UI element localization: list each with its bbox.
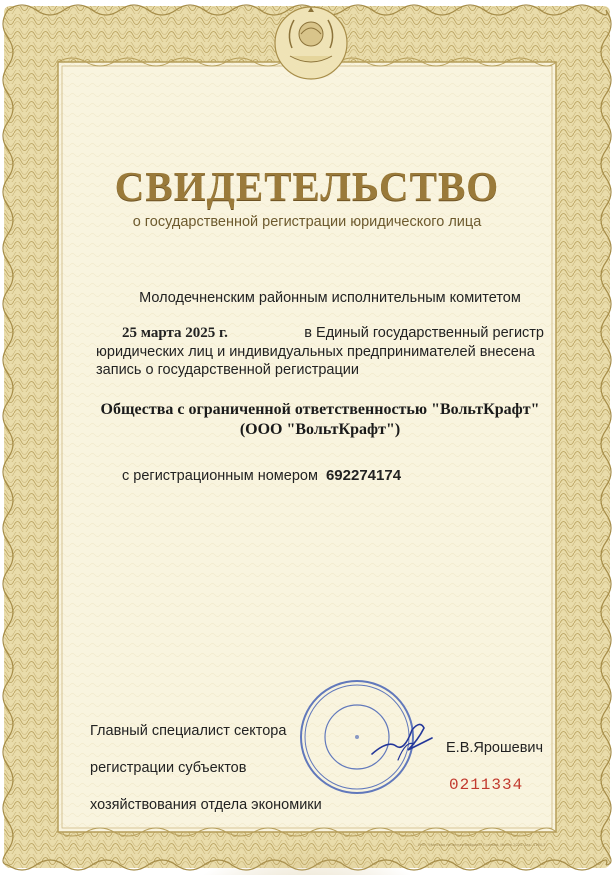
registration-number-line [122,467,401,484]
organization-short-name: (ООО "ВольтКрафт") [239,421,401,438]
organization-full-name: Общества с ограниченной ответственностью "ВольтКрафт" [100,401,540,418]
signer-name: Е.В.Ярошевич [446,740,544,756]
registration-text-1: в Единый государственный регистр [304,325,544,341]
official-line-2: регистрации субъектов [90,759,247,776]
registration-statement [96,324,544,380]
registration-number: 692274174 [325,467,402,484]
official-position [90,703,322,833]
registration-line-1 [96,324,544,343]
organization-name [60,400,580,440]
registering-authority: Молодечненским районным исполнительным комитетом [139,290,521,306]
registration-line-3: запись о государственной регистрации [96,362,359,378]
official-line-1: Главный специалист сектора [90,722,287,739]
certificate-title: СВИДЕТЕЛЬСТВО [114,163,500,209]
registration-number-label: с регистрационным номером [122,468,318,484]
registration-date: 25 марта 2025 г. [122,325,228,341]
certificate-subtitle: о государственной регистрации юридического лица [132,214,482,230]
registration-line-2: юридических лиц и индивидуальных предпринимателей внесена [96,343,535,360]
official-line-3: хозяйствования отдела экономики [90,796,322,813]
printer-imprint: УНП, "Минская печатная фабрика" Гознака, Минск 2024. Зак. 1164-3 [418,843,546,847]
serial-number: 0211334 [449,776,524,794]
